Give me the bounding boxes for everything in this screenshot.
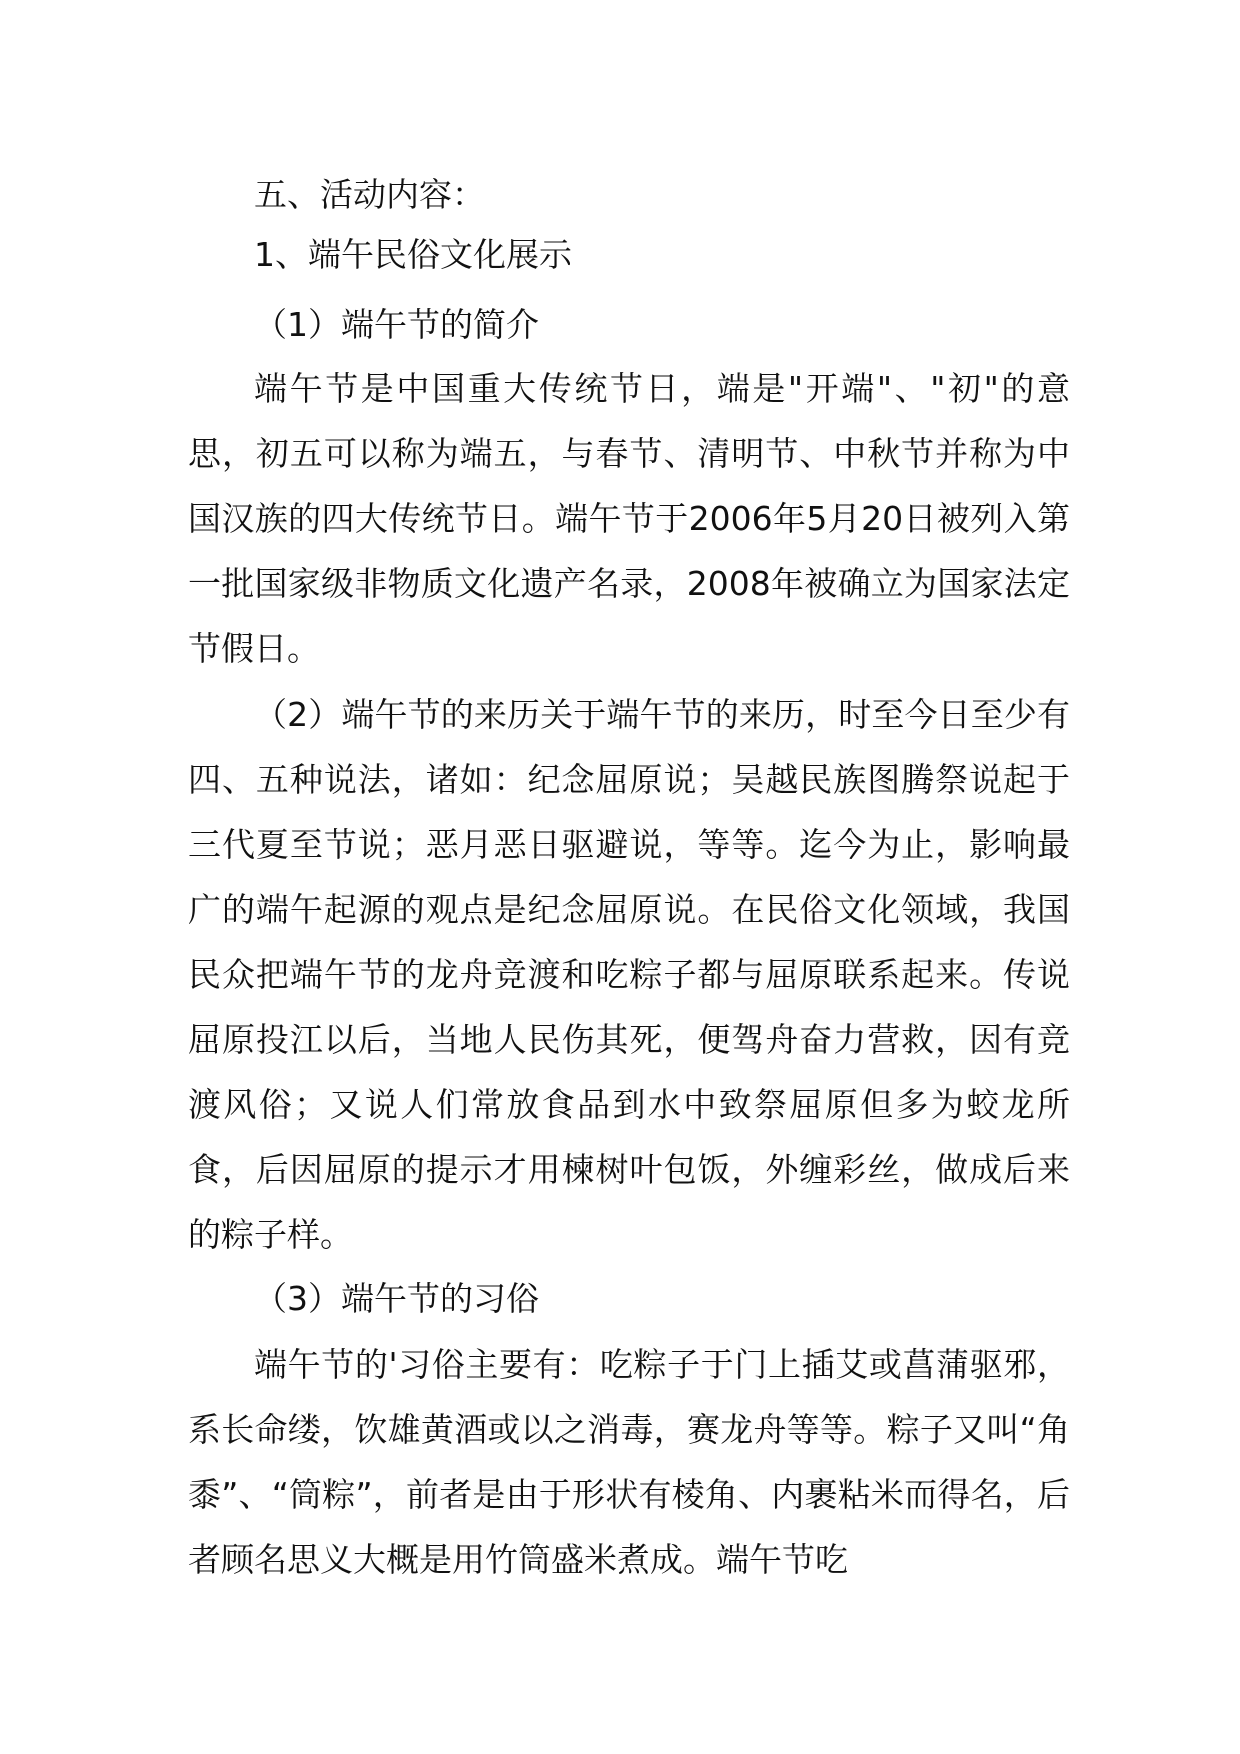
paragraph-introduction: 端午节是中国重大传统节日，端是"开端"、"初"的意思，初五可以称为端五，与春节、清明节、中秋节并称为中国汉族的四大传统节日。端午节于2006年5月20日被列入第一批国家级非物质文化遗产名录，2008年被确立为国家法定节假日。 <box>188 369 1070 668</box>
paragraph-origin: （2）端午节的来历关于端午节的来历，时至今日至少有四、五种说法，诸如：纪念屈原说；吴越民族图腾祭说起于三代夏至节说；恶月恶日驱避说，等等。迄今为止，影响最广的端午起源的观点是纪念屈原说。在民俗文化领域，我国民众把端午节的龙舟竞渡和吃粽子都与屈原联系起来。传说屈原投江以后，当地人民伤其死，便驾舟奋力营救，因有竞渡风俗；又说人们常放食品到水中致祭屈原但多为蛟龙所食，后因屈原的提示才用楝树叶包饭，外缠彩丝，做成后来的粽子样。 <box>188 695 1070 1254</box>
paragraph-customs: 端午节的'习俗主要有：吃粽子于门上插艾或菖蒲驱邪，系长命缕，饮雄黄酒或以之消毒，赛龙舟等等。粽子又叫“角黍”、“筒粽”，前者是由于形状有棱角、内裹粘米而得名，后者顾名思义大概是用竹筒盛米煮成。端午节吃 <box>188 1345 1070 1579</box>
item-heading-introduction: （1）端午节的简介 <box>254 305 539 344</box>
section-heading: 五、活动内容： <box>254 175 485 214</box>
subsection-heading: 1、端午民俗文化展示 <box>254 235 572 274</box>
item-heading-customs: （3）端午节的习俗 <box>254 1279 539 1318</box>
